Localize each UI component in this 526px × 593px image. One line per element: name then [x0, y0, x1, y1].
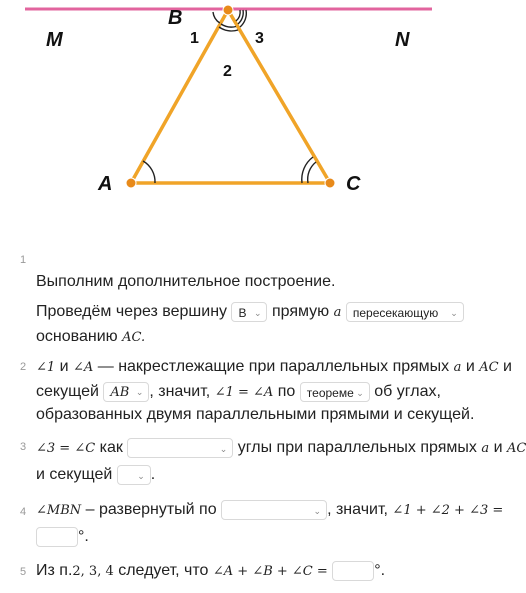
step-1-line-3	[36, 328, 145, 346]
angle-1: ∠1	[36, 360, 56, 375]
degree-sign: °.	[374, 562, 386, 580]
angle-2-arc-inner	[221, 24, 236, 27]
definition-select[interactable]	[221, 500, 327, 520]
step-3-how: как	[99, 439, 123, 457]
step-number-5: 5	[20, 566, 27, 578]
step-5-text-2: следует, что	[118, 562, 209, 580]
label-angle-3: 3	[255, 30, 264, 47]
step-number-2: 2	[20, 361, 27, 373]
triangle-sum-input[interactable]	[332, 561, 374, 581]
step-1-text-mid: прямую	[271, 303, 330, 321]
vertex-select-value: B	[238, 306, 247, 320]
step-1-text: Выполним дополнительное построение.	[36, 273, 336, 290]
angle-equation: ∠1 = ∠A	[214, 385, 274, 401]
secant-select-value: AB	[110, 385, 130, 400]
label-b: B	[168, 7, 183, 29]
step-4-line-1	[36, 500, 503, 520]
label-n: N	[395, 29, 410, 51]
label-angle-1: 1	[190, 30, 199, 47]
segment-ac: AC	[479, 360, 499, 375]
relation-select-value: пересекающую	[352, 306, 439, 320]
chevron-down-icon: ⌄	[313, 506, 322, 516]
theorem-select-value: теореме	[306, 386, 354, 400]
angle-3-arc-innermost	[236, 10, 240, 21]
triangle-abc	[131, 10, 330, 183]
step-3-and: и	[493, 439, 503, 457]
step-4-text-1: – развернутый по	[85, 501, 217, 519]
step-3-period: .	[150, 466, 156, 484]
vertex-a	[126, 178, 136, 188]
chevron-down-icon: ⌄	[253, 308, 262, 318]
step-1-line-1	[36, 273, 335, 291]
segment-ac: AC.	[122, 330, 146, 345]
relation-select[interactable]	[346, 302, 464, 322]
chevron-down-icon: ⌄	[356, 388, 364, 398]
vertex-c	[325, 178, 335, 188]
step-2-secant-text: секущей	[36, 383, 99, 401]
angle-1-arc	[213, 12, 220, 23]
chevron-down-icon: ⌄	[219, 444, 228, 454]
triangle-sum-equation: ∠A + ∠B + ∠C =	[212, 564, 328, 580]
step-2-text-3: образованных двумя параллельными прямыми и секущей.	[36, 406, 475, 423]
chevron-down-icon: ⌄	[135, 388, 144, 398]
var-a: a	[453, 360, 462, 375]
step-1-text-pre: Проведём через вершину	[36, 303, 228, 321]
angle-a: ∠A	[73, 360, 94, 375]
label-m: M	[46, 29, 63, 51]
step-3-line-2	[36, 465, 155, 485]
secant-select-3[interactable]	[117, 465, 151, 485]
angle-equation-3: ∠3 = ∠C	[36, 441, 96, 457]
var-a: a	[333, 305, 342, 321]
vertex-select[interactable]	[231, 302, 267, 322]
step-2-text: — накрестлежащие при параллельных прямых	[97, 358, 450, 375]
step-3-text: углы при параллельных прямых	[237, 439, 477, 457]
step-2-and: и	[59, 358, 69, 375]
vertex-b	[223, 5, 233, 15]
step-3-secant-text: и секущей	[36, 466, 113, 484]
label-c: C	[346, 173, 361, 195]
step-number-1: 1	[20, 254, 27, 266]
label-a: A	[98, 173, 113, 195]
step-number-3: 3	[20, 441, 27, 453]
step-1-line-2	[36, 302, 464, 322]
angle-sum-input[interactable]	[36, 527, 78, 547]
step-number-4: 4	[20, 506, 27, 518]
label-angle-2: 2	[223, 63, 232, 80]
chevron-down-icon: ⌄	[450, 308, 458, 318]
step-5-line-1	[36, 561, 385, 581]
step-3-line-1	[36, 438, 526, 458]
var-a: a	[481, 441, 490, 457]
angle-mbn: ∠MBN	[36, 503, 82, 519]
angle-c-arc	[308, 162, 316, 183]
step-5-text-1: Из п.	[36, 562, 73, 580]
theorem-select[interactable]	[300, 382, 370, 402]
angle-kind-select[interactable]	[127, 438, 233, 458]
angle-a-arc	[143, 161, 155, 183]
segment-ac: AC	[506, 441, 526, 457]
step-2-and-2: и	[465, 358, 475, 375]
step-2-line-2	[36, 382, 441, 402]
step-4-line-2	[36, 527, 89, 547]
step-4-text-2: , значит,	[327, 501, 388, 519]
step-refs: 2, 3, 4	[72, 564, 114, 580]
step-2-by: по	[277, 383, 296, 401]
step-2-mid: , значит,	[149, 383, 211, 401]
step-2-post: об углах,	[374, 383, 441, 401]
step-2-and-3: и	[503, 358, 512, 375]
step-2-line-3	[36, 406, 474, 424]
triangle-diagram	[0, 0, 500, 240]
secant-select[interactable]	[103, 382, 149, 402]
angle-sum-equation: ∠1 + ∠2 + ∠3 =	[392, 503, 504, 519]
step-1-text-base: основанию	[36, 328, 118, 345]
chevron-down-icon: ⌄	[137, 471, 145, 481]
degree-sign: °.	[78, 528, 89, 546]
step-2-line-1	[36, 358, 512, 376]
